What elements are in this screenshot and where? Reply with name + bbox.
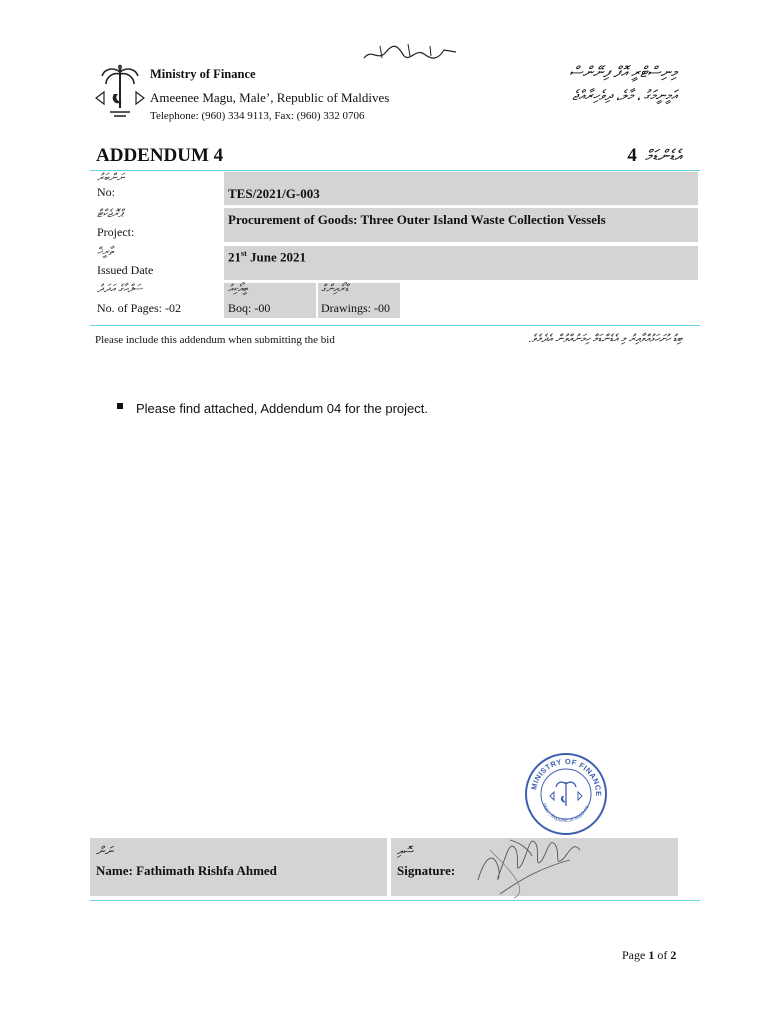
- issued-label-dhivehi: ތާރީޚް: [97, 246, 114, 258]
- pages-label-dhivehi: ސަފްޙާގެ އަދަދު: [97, 283, 143, 295]
- no-value-cell: [224, 172, 698, 205]
- page-prefix: Page: [622, 948, 649, 962]
- bismillah-calligraphy: [360, 40, 460, 66]
- issued-value-cell: [224, 246, 698, 280]
- name-cell: [90, 838, 387, 896]
- bullet-marker: [117, 403, 123, 409]
- no-label: No:: [97, 185, 115, 199]
- addendum-title-dhivehi: [627, 145, 682, 167]
- name-label-dhivehi: ނަން: [96, 844, 113, 858]
- issued-date-suffix: st: [241, 249, 247, 258]
- ministry-name-dhivehi: މިނިސްޓްރީ އޮފް ފިނޭންސް: [569, 65, 677, 81]
- no-label-cell: [97, 172, 221, 205]
- page-total: 2: [670, 948, 677, 962]
- submission-note: Please include this addendum when submitting the bid: [95, 334, 335, 346]
- stamp-top-text: MINISTRY OF FINANCE: [529, 756, 604, 797]
- ministry-phone: Telephone: (960) 334 9113, Fax: (960) 332 0706: [150, 110, 365, 122]
- boq-label: Boq: -00: [228, 301, 271, 315]
- issued-label-cell: [97, 246, 221, 280]
- signatory-name: Name: Fathimath Rishfa Ahmed: [96, 863, 277, 878]
- ministry-address-dhivehi: އަމީނީމަގު ، މާލެ، ދިވެހިރާއްޖެ: [572, 89, 677, 104]
- drawings-cell: [318, 283, 400, 318]
- drawings-label-dhivehi: ޑްރޯއިންގް: [321, 283, 349, 295]
- no-label-dhivehi: ނަންބަރު: [97, 172, 125, 184]
- project-title: Procurement of Goods: Three Outer Island Waste Collection Vessels: [228, 212, 606, 227]
- page-current: 1: [648, 948, 655, 962]
- ministry-address: Ameenee Magu, Male’, Republic of Maldives: [150, 90, 390, 105]
- submission-note-dhivehi: ބިޑު ހުށަހަޅުއްވާއިރު މި އެޑެންޑަމް ހިމަނުއްވުން އެދެމެވެ.: [528, 333, 682, 345]
- signature-label: Signature:: [397, 863, 456, 878]
- issued-date-day: 21: [228, 249, 241, 265]
- addendum-word-dhivehi: އެޑެންޑަމް: [644, 148, 682, 165]
- project-label-dhivehi: ޕްރޮޖެކްޓް: [97, 208, 123, 220]
- addendum-title: ADDENDUM 4: [96, 145, 224, 166]
- issued-date-rest: June 2021: [246, 249, 307, 265]
- addendum-number: 4: [627, 145, 637, 166]
- tender-number: TES/2021/G-003: [228, 186, 320, 201]
- boq-cell: [224, 283, 316, 318]
- pages-label: No. of Pages: -02: [97, 301, 181, 315]
- pages-cell: [97, 283, 221, 318]
- body-bullet-text: Please find attached, Addendum 04 for the project.: [136, 401, 428, 416]
- top-divider: [90, 170, 700, 171]
- issued-date: [228, 249, 698, 265]
- ministry-name: Ministry of Finance: [150, 67, 256, 81]
- issued-label: Issued Date: [97, 263, 154, 277]
- signature-label-dhivehi: ސޮއި: [397, 844, 414, 858]
- handwritten-signature: [470, 820, 610, 902]
- page-indicator: [622, 948, 676, 963]
- boq-label-dhivehi: ބީއޯކިއު: [228, 283, 248, 295]
- project-value-cell: [224, 208, 698, 242]
- stamp-bottom-text: Male', Republic of Maldives: [540, 802, 591, 825]
- fields-divider: [90, 325, 700, 326]
- drawings-label: Drawings: -00: [321, 301, 390, 315]
- project-label: Project:: [97, 225, 135, 239]
- project-label-cell: [97, 208, 221, 242]
- signoff-divider: [90, 900, 700, 901]
- page-mid: of: [654, 948, 671, 962]
- state-emblem-icon: [90, 64, 150, 122]
